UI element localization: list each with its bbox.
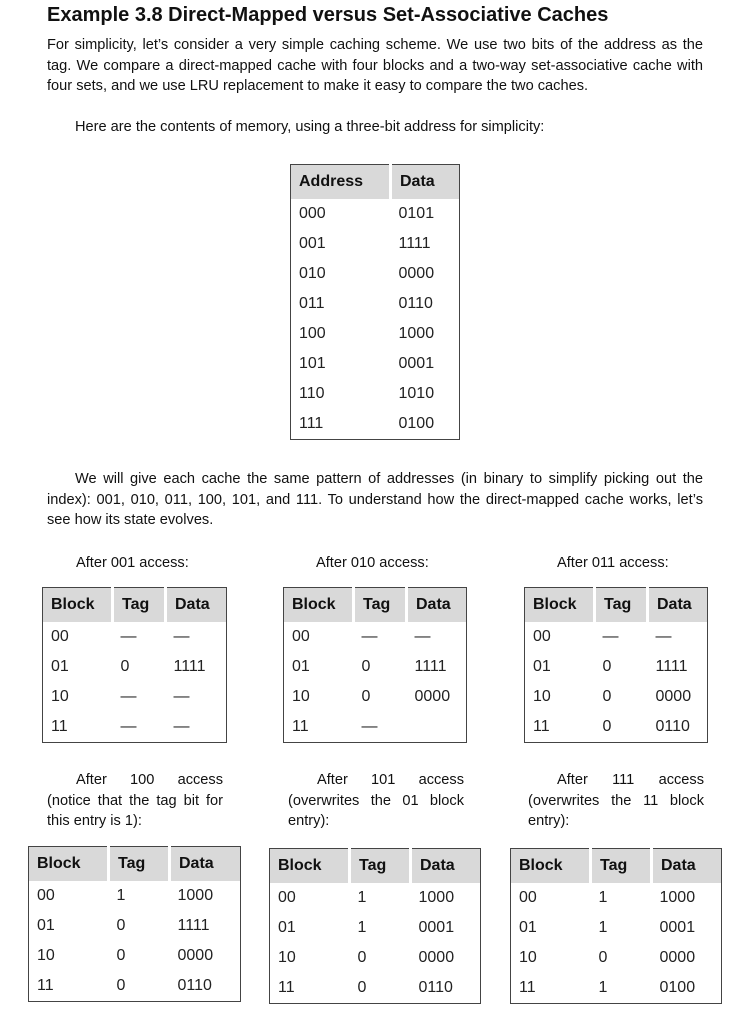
memory-intro: Here are the contents of memory, using a three-bit address for simplicity: <box>75 119 545 135</box>
tag-cell: — <box>120 628 137 645</box>
header-block: Block <box>270 849 350 884</box>
table-row <box>270 943 481 973</box>
caption-after-111 <box>528 770 704 832</box>
table-row <box>291 289 460 319</box>
data-cell: 1111 <box>177 917 210 934</box>
data-cell: — <box>173 718 190 735</box>
header-data: Data <box>648 588 708 623</box>
table-row <box>511 943 722 973</box>
data-cell: 0000 <box>655 688 692 705</box>
table-row <box>511 883 722 913</box>
tag-cell: — <box>602 628 619 645</box>
table-row <box>270 883 481 913</box>
table-row <box>284 652 467 682</box>
block-cell: 00 <box>519 889 537 906</box>
header-block: Block <box>511 849 591 884</box>
table-row <box>291 229 460 259</box>
memory-header-data: Data <box>391 165 460 200</box>
caption-after-011: After 011 access: <box>557 555 669 571</box>
caption-line: After 100 access <box>76 772 223 788</box>
header-block: Block <box>284 588 354 623</box>
tag-cell: 0 <box>602 718 612 735</box>
data-cell: 0110 <box>418 979 453 996</box>
cache-state-after-111 <box>510 848 722 1004</box>
tag-cell: 1 <box>598 889 608 906</box>
tag-cell: 0 <box>361 688 371 705</box>
tag-cell: 0 <box>602 658 612 675</box>
header-tag: Tag <box>595 588 648 623</box>
block-cell: 01 <box>278 919 296 936</box>
table-row <box>43 712 227 743</box>
caption-after-100 <box>47 770 223 832</box>
tag-cell: — <box>361 628 378 645</box>
block-cell: 11 <box>519 979 536 996</box>
table-row <box>43 652 227 682</box>
data-cell: 0001 <box>398 355 435 372</box>
block-cell: 01 <box>51 658 69 675</box>
cache-state-after-100 <box>28 846 241 1002</box>
block-cell: 11 <box>292 718 309 735</box>
example-title: Example 3.8 Direct-Mapped versus Set-Associative Caches <box>47 4 609 26</box>
table-row <box>270 913 481 943</box>
data-cell: — <box>655 628 672 645</box>
data-cell: — <box>173 688 190 705</box>
data-cell <box>407 712 467 743</box>
pattern-paragraph: We will give each cache the same pattern of addresses (in binary to simplify picking out the index): 001, 010, 011, 100, 101, and 111. To understand how the direct-mapped cache works, let’s see how its state evolves. <box>47 471 703 528</box>
tag-cell: 1 <box>357 919 367 936</box>
header-tag: Tag <box>109 847 170 882</box>
header-block: Block <box>29 847 109 882</box>
memory-header-address: Address <box>291 165 391 200</box>
block-cell: 10 <box>37 947 55 964</box>
header-data: Data <box>411 849 481 884</box>
data-cell: 1000 <box>177 887 214 904</box>
caption-after-001: After 001 access: <box>76 555 189 571</box>
data-cell: 0110 <box>177 977 212 994</box>
tag-cell: 0 <box>602 688 612 705</box>
cache-state-after-001 <box>42 587 227 743</box>
table-row <box>29 881 241 911</box>
address-cell: 111 <box>299 415 324 432</box>
tag-cell: — <box>120 718 137 735</box>
header-data: Data <box>170 847 241 882</box>
data-cell: 1000 <box>418 889 455 906</box>
table-row <box>43 682 227 712</box>
block-cell: 00 <box>292 628 310 645</box>
tag-cell: 0 <box>116 977 126 994</box>
block-cell: 10 <box>51 688 69 705</box>
table-row <box>270 973 481 1004</box>
header-tag: Tag <box>591 849 652 884</box>
tag-cell: 0 <box>116 917 126 934</box>
table-row <box>284 712 467 743</box>
table-row <box>43 622 227 652</box>
block-cell: 01 <box>533 658 551 675</box>
block-cell: 10 <box>292 688 310 705</box>
header-tag: Tag <box>113 588 166 623</box>
block-cell: 01 <box>519 919 537 936</box>
block-cell: 11 <box>37 977 54 994</box>
tag-cell: 1 <box>598 919 608 936</box>
caption-note: (overwrites the 11 block entry): <box>528 792 704 829</box>
table-row <box>511 913 722 943</box>
data-cell: 0000 <box>398 265 435 282</box>
tag-cell: 0 <box>120 658 130 675</box>
data-cell: 0000 <box>414 688 451 705</box>
table-row <box>29 911 241 941</box>
caption-note: (notice that the tag bit for this entry is 1): <box>47 792 223 829</box>
cache-state-after-011 <box>524 587 708 743</box>
caption-after-101 <box>288 770 464 832</box>
address-cell: 110 <box>299 385 325 402</box>
caption-after-010: After 010 access: <box>316 555 429 571</box>
block-cell: 11 <box>278 979 295 996</box>
data-cell: 1000 <box>398 325 435 342</box>
table-row <box>29 941 241 971</box>
header-data: Data <box>166 588 227 623</box>
address-cell: 010 <box>299 265 326 282</box>
block-cell: 11 <box>51 718 68 735</box>
address-cell: 000 <box>299 205 326 222</box>
table-row <box>284 682 467 712</box>
header-data: Data <box>652 849 722 884</box>
header-tag: Tag <box>354 588 407 623</box>
memory-table <box>290 164 460 440</box>
data-cell: 1111 <box>414 658 447 675</box>
table-row <box>291 349 460 379</box>
block-cell: 01 <box>292 658 310 675</box>
header-block: Block <box>525 588 595 623</box>
table-row <box>291 379 460 409</box>
table-row <box>291 319 460 349</box>
block-cell: 00 <box>278 889 296 906</box>
data-cell: 1010 <box>398 385 435 402</box>
tag-cell: 1 <box>357 889 367 906</box>
table-row <box>525 682 708 712</box>
intro-paragraph: For simplicity, let’s consider a very simple caching scheme. We use two bits of the address as the tag. We compare a direct-mapped cache with four blocks and a two-way set-associative cache with four sets, and we use LRU replacement to make it easy to compare the two caches. <box>47 37 703 94</box>
table-row <box>525 652 708 682</box>
tag-cell: 0 <box>357 979 367 996</box>
table-row <box>291 409 460 440</box>
address-cell: 011 <box>299 295 325 312</box>
data-cell: 1000 <box>659 889 696 906</box>
caption-note: (overwrites the 01 block entry): <box>288 792 464 829</box>
data-cell: 0001 <box>418 919 455 936</box>
address-cell: 101 <box>299 355 326 372</box>
cache-state-after-010 <box>283 587 467 743</box>
tag-cell: 0 <box>361 658 371 675</box>
caption-line: After 111 access <box>557 772 704 788</box>
tag-cell: — <box>120 688 137 705</box>
table-row <box>291 259 460 289</box>
table-row <box>291 199 460 229</box>
data-cell: 0000 <box>177 947 214 964</box>
block-cell: 00 <box>533 628 551 645</box>
table-row <box>525 622 708 652</box>
address-cell: 001 <box>299 235 326 252</box>
block-cell: 11 <box>533 718 550 735</box>
caption-line: After 101 access <box>317 772 464 788</box>
data-cell: 0000 <box>418 949 455 966</box>
data-cell: 0101 <box>398 205 435 222</box>
block-cell: 01 <box>37 917 55 934</box>
block-cell: 10 <box>533 688 551 705</box>
tag-cell: 0 <box>357 949 367 966</box>
data-cell: 0000 <box>659 949 696 966</box>
tag-cell: 0 <box>598 949 608 966</box>
cache-state-after-101 <box>269 848 481 1004</box>
data-cell: 1111 <box>398 235 431 252</box>
table-row <box>29 971 241 1002</box>
block-cell: 10 <box>278 949 296 966</box>
table-row <box>284 622 467 652</box>
data-cell: 1111 <box>655 658 688 675</box>
header-block: Block <box>43 588 113 623</box>
header-tag: Tag <box>350 849 411 884</box>
table-row <box>525 712 708 743</box>
block-cell: 10 <box>519 949 537 966</box>
address-cell: 100 <box>299 325 326 342</box>
tag-cell: 1 <box>598 979 608 996</box>
tag-cell: — <box>361 718 378 735</box>
data-cell: 0100 <box>398 415 435 432</box>
data-cell: — <box>414 628 431 645</box>
data-cell: 1111 <box>173 658 206 675</box>
data-cell: 0110 <box>655 718 690 735</box>
table-row <box>511 973 722 1004</box>
data-cell: — <box>173 628 190 645</box>
data-cell: 0001 <box>659 919 696 936</box>
tag-cell: 0 <box>116 947 126 964</box>
tag-cell: 1 <box>116 887 126 904</box>
header-data: Data <box>407 588 467 623</box>
block-cell: 00 <box>37 887 55 904</box>
data-cell: 0100 <box>659 979 696 996</box>
block-cell: 00 <box>51 628 69 645</box>
data-cell: 0110 <box>398 295 433 312</box>
